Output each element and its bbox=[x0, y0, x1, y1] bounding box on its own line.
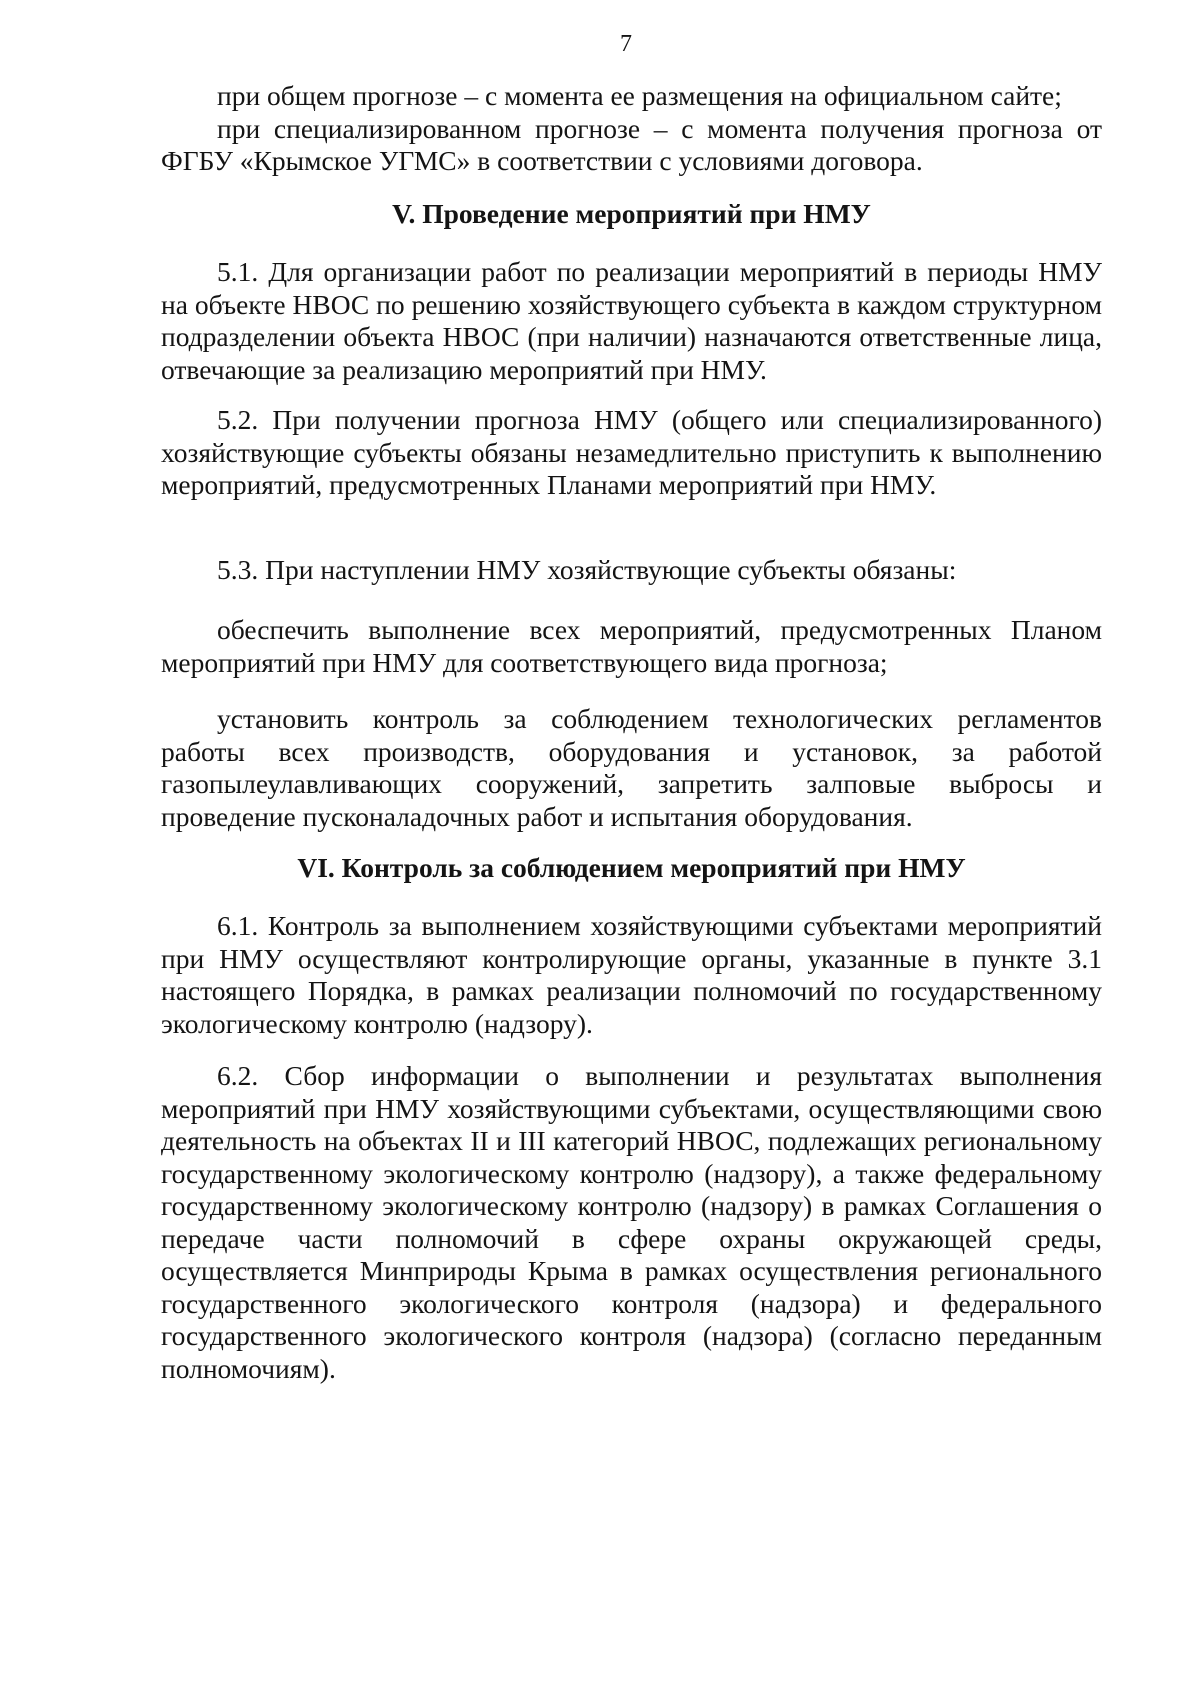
paragraph-5-3 bbox=[161, 554, 1102, 587]
paragraph-5-3-item-a-text: обеспечить выполнение всех мероприятий, предусмотренных Планом мероприятий при НМУ для соответствующего вида прогноза; bbox=[161, 614, 1102, 678]
paragraph-6-1 bbox=[161, 910, 1102, 1040]
paragraph-5-1 bbox=[161, 256, 1102, 386]
section-6-heading: VI. Контроль за соблюдением мероприятий при НМУ bbox=[297, 852, 966, 883]
section-5-heading: V. Проведение мероприятий при НМУ bbox=[392, 198, 871, 229]
paragraph-6-2-text: 6.2. Сбор информации о выполнении и результатах выполнения мероприятий при НМУ хозяйствующими субъектами, осуществляющими свою деятельность на объектах II и III категорий НВОС, подлежащих региональному государственному экологическому контролю (надзору), а также федеральному государственному экологическому контролю (надзору) в рамках Соглашения о передаче части полномочий в сфере охраны окружающей среды, осуществляется Минприроды Крыма в рамках осуществления регионального государственного экологического контроля (надзора) и федерального государственного экологического контроля (надзора) (согласно переданным полномочиям). bbox=[161, 1060, 1102, 1384]
paragraph-5-1-text: 5.1. Для организации работ по реализации мероприятий в периоды НМУ на объекте НВОС по решению хозяйствующего субъекта в каждом структурном подразделении объекта НВОС (при наличии) назначаются ответственные лица, отвечающие за реализацию мероприятий при НМУ. bbox=[161, 256, 1102, 385]
paragraph-5-2-text: 5.2. При получении прогноза НМУ (общего или специализированного) хозяйствующие субъекты обязаны незамедлительно приступить к выполнению мероприятий, предусмотренных Планами мероприятий при НМУ. bbox=[161, 404, 1102, 500]
intro-paragraph-general-forecast: при общем прогнозе – с момента ее размещения на официальном сайте; bbox=[217, 80, 1062, 111]
paragraph-6-1-text: 6.1. Контроль за выполнением хозяйствующими субъектами мероприятий при НМУ осуществляют контролирующие органы, указанные в пункте 3.1 настоящего Порядка, в рамках реализации полномочий по государственному экологическому контролю (надзору). bbox=[161, 910, 1102, 1039]
intro-block bbox=[161, 80, 1102, 178]
page-number: 7 bbox=[620, 31, 632, 57]
paragraph-6-2 bbox=[161, 1060, 1102, 1385]
paragraph-5-3-text: 5.3. При наступлении НМУ хозяйствующие субъекты обязаны: bbox=[217, 554, 957, 585]
paragraph-5-2 bbox=[161, 404, 1102, 502]
paragraph-5-3-item-a bbox=[161, 614, 1102, 679]
intro-paragraph-special-forecast: при специализированном прогнозе – с момента получения прогноза от ФГБУ «Крымское УГМС» в соответствии с условиями договора. bbox=[161, 112, 1102, 176]
paragraph-5-3-item-b-text: установить контроль за соблюдением технологических регламентов работы всех производств, оборудования и установок, за работой газопылеулавливающих сооружений, запретить залповые выбросы и проведение пусконаладочных работ и испытания оборудования. bbox=[161, 703, 1102, 832]
paragraph-5-3-item-b bbox=[161, 703, 1102, 833]
